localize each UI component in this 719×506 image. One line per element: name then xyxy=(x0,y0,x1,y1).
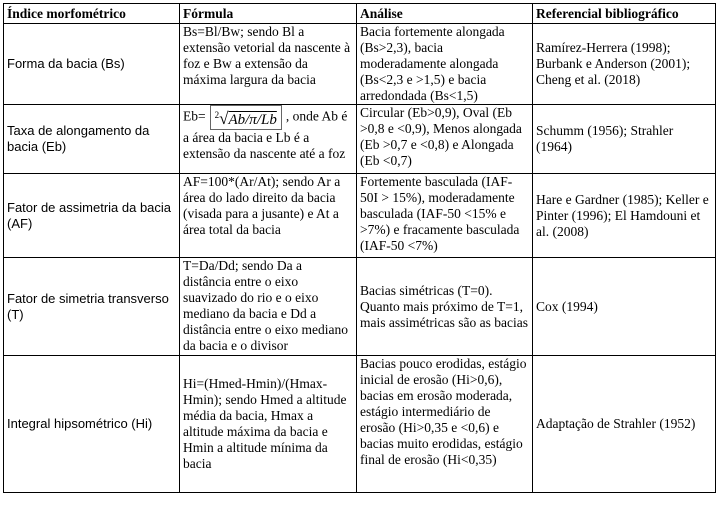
formula-suffix: , onde Ab é a área da bacia e Lb é a extensão da nascente até a foz xyxy=(183,108,348,161)
morphometric-index-table xyxy=(3,3,716,493)
formula-prefix: Eb= xyxy=(183,108,206,124)
radical-icon: √ xyxy=(219,109,229,128)
table-header-row xyxy=(4,4,716,24)
cell-formula: Hi=(Hmed-Hmin)/(Hmax-Hmin); sendo Hmed a altitude média da bacia, Hmax a altitude máxima da bacia e Hmin a altitude mínima da bacia xyxy=(180,356,357,493)
cell-indice: Integral hipsométrico (Hi) xyxy=(4,356,180,493)
cell-analise: Bacias simétricas (T=0). Quanto mais próximo de T=1, mais assimétricas são as bacias xyxy=(357,258,533,356)
cell-formula: T=Da/Dd; sendo Da a distância entre o eixo suavizado do rio e o eixo mediano da bacia e Dd a distância entre o eixo mediano da bacia e o divisor xyxy=(180,258,357,356)
cell-indice: Fator de assimetria da bacia (AF) xyxy=(4,174,180,258)
cell-analise: Circular (Eb>0,9), Oval (Eb >0,8 e <0,9), Menos alongada (Eb >0,7 e <0,8) e Alongada (Eb <0,7) xyxy=(357,105,533,174)
header-indice: Índice morfométrico xyxy=(4,4,180,24)
header-formula: Fórmula xyxy=(180,4,357,24)
cell-referencial: Adaptação de Strahler (1952) xyxy=(533,356,716,493)
table-row xyxy=(4,24,716,105)
table-row xyxy=(4,174,716,258)
cell-analise: Bacias pouco erodidas, estágio inicial de erosão (Hi>0,6), bacias em erosão moderada, estágio intermediário de erosão (Hi>0,35 e <0,6) e bacias muito erodidas, estágio final de erosão (Hi<0,35) xyxy=(357,356,533,493)
header-analise: Análise xyxy=(357,4,533,24)
cell-referencial: Hare e Gardner (1985); Keller e Pinter (1996); El Hamdouni et al. (2008) xyxy=(533,174,716,258)
table-row xyxy=(4,356,716,493)
table-row xyxy=(4,258,716,356)
table-row xyxy=(4,105,716,174)
root-index: 2 xyxy=(214,110,220,120)
formula-radicand: Ab/π/Lb xyxy=(228,112,277,128)
cell-formula xyxy=(180,105,357,174)
header-referencial: Referencial bibliográfico xyxy=(533,4,716,24)
cell-indice: Forma da bacia (Bs) xyxy=(4,24,180,105)
cell-referencial: Schumm (1956); Strahler (1964) xyxy=(533,105,716,174)
cell-formula: AF=100*(Ar/At); sendo Ar a área do lado direito da bacia (visada para a jusante) e At a área total da bacia xyxy=(180,174,357,258)
cell-analise: Bacia fortemente alongada (Bs>2,3), bacia moderadamente alongada (Bs<2,3 e >1,5) e bacia arredondada (Bs<1,5) xyxy=(357,24,533,105)
cell-referencial: Cox (1994) xyxy=(533,258,716,356)
formula-equation-box xyxy=(210,105,282,130)
cell-referencial: Ramírez-Herrera (1998); Burbank e Anderson (2001); Cheng et al. (2018) xyxy=(533,24,716,105)
cell-analise: Fortemente basculada (IAF-50I > 15%), moderadamente basculada (IAF-50 <15% e >7%) e fracamente basculada (IAF-50 <7%) xyxy=(357,174,533,258)
cell-indice: Taxa de alongamento da bacia (Eb) xyxy=(4,105,180,174)
cell-formula: Bs=Bl/Bw; sendo Bl a extensão vetorial da nascente à foz e Bw a extensão da máxima largura da bacia xyxy=(180,24,357,105)
cell-indice: Fator de simetria transverso (T) xyxy=(4,258,180,356)
